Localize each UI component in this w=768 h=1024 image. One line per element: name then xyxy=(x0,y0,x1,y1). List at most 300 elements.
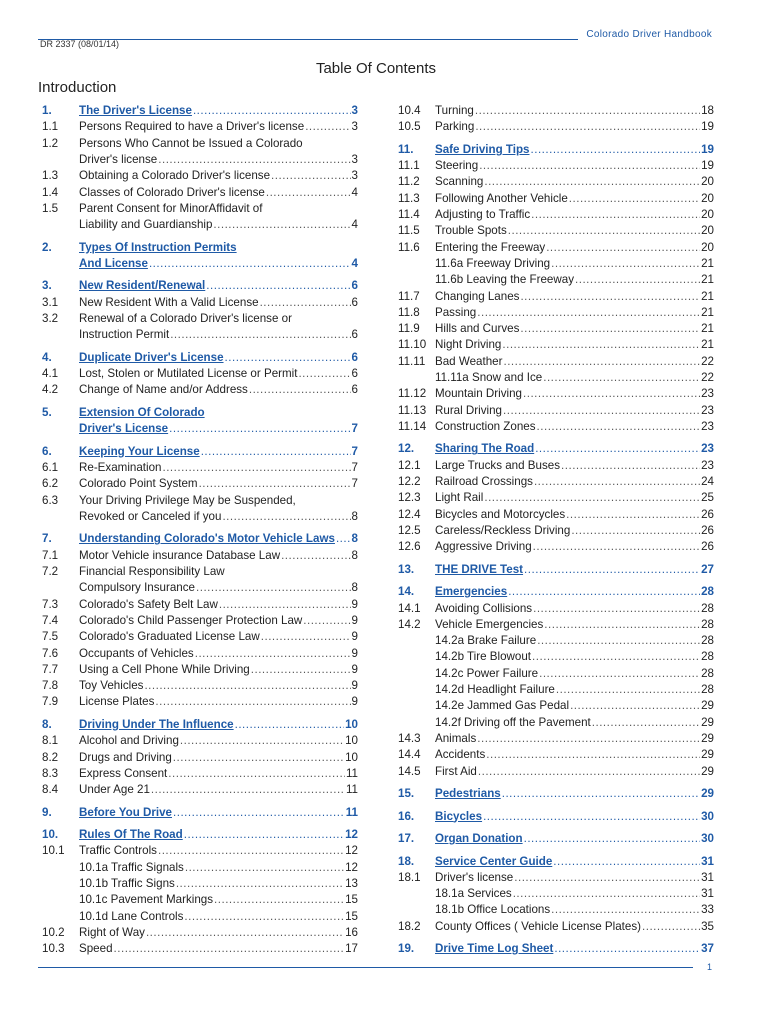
toc-entry[interactable] xyxy=(398,174,714,190)
toc-title: Scanning xyxy=(435,175,484,189)
toc-number: 11.3 xyxy=(398,191,420,205)
toc-page-number: 6 xyxy=(351,279,358,293)
toc-number: 14.3 xyxy=(398,731,421,745)
toc-title: Motor Vehicle insurance Database Law xyxy=(79,548,281,562)
toc-entry[interactable] xyxy=(42,136,358,152)
toc-subentry[interactable] xyxy=(42,152,358,168)
toc-number: 11.2 xyxy=(398,175,420,189)
toc-page-number: 35 xyxy=(701,919,714,933)
toc-number: 3.1 xyxy=(42,295,59,309)
toc-leader-dots xyxy=(195,646,351,662)
toc-number: 12.1 xyxy=(398,458,421,472)
toc-entry[interactable] xyxy=(42,925,358,941)
toc-page-number: 3 xyxy=(351,169,358,183)
toc-leader-dots xyxy=(261,629,351,645)
toc-title: First Aid xyxy=(435,764,477,778)
toc-leader-dots xyxy=(551,256,700,272)
toc-title: Revoked or Canceled if you xyxy=(79,509,222,523)
toc-entry[interactable] xyxy=(42,843,358,859)
toc-leader-dots xyxy=(524,562,700,578)
toc-leader-dots xyxy=(569,191,700,207)
toc-subentry[interactable] xyxy=(398,633,714,649)
toc-leader-dots xyxy=(532,649,700,665)
toc-title: Bicycles and Motorcycles xyxy=(435,507,566,521)
toc-leader-dots xyxy=(146,925,344,941)
toc-leader-dots xyxy=(114,941,345,957)
toc-subentry[interactable] xyxy=(42,327,358,343)
toc-subentry[interactable] xyxy=(42,876,358,892)
toc-title: Vehicle Emergencies xyxy=(435,617,544,631)
toc-leader-dots xyxy=(281,548,350,564)
toc-leader-dots xyxy=(475,103,700,119)
toc-chapter[interactable] xyxy=(42,421,358,437)
toc-title: Renewal of a Colorado Driver's license or xyxy=(79,312,292,325)
toc-chapter[interactable] xyxy=(398,831,714,847)
toc-entry[interactable] xyxy=(398,240,714,256)
toc-entry[interactable] xyxy=(42,766,358,782)
toc-title: Obtaining a Colorado Driver's license xyxy=(79,169,271,183)
toc-number: 18. xyxy=(398,854,415,868)
toc-page-number: 15 xyxy=(345,893,358,907)
toc-page-number: 23 xyxy=(701,419,714,433)
toc-page-number: 10 xyxy=(345,750,358,764)
toc-entry[interactable] xyxy=(42,750,358,766)
toc-title: Adjusting to Traffic xyxy=(435,208,531,221)
toc-leader-dots xyxy=(193,103,351,119)
toc-entry[interactable] xyxy=(398,403,714,419)
toc-leader-dots xyxy=(478,764,700,780)
toc-title: Driver's license xyxy=(435,870,514,884)
toc-entry[interactable] xyxy=(42,733,358,749)
toc-title: Colorado's Safety Belt Law xyxy=(79,597,218,611)
toc-entry[interactable] xyxy=(398,474,714,490)
toc-title: Changing Lanes xyxy=(435,289,520,303)
toc-chapter[interactable] xyxy=(398,584,714,600)
toc-number: 11.7 xyxy=(398,289,420,303)
toc-title: Service Center Guide xyxy=(435,854,553,868)
toc-page-number: 20 xyxy=(701,224,714,238)
toc-entry[interactable] xyxy=(42,646,358,662)
toc-title: Understanding Colorado's Motor Vehicle Laws xyxy=(79,532,335,546)
toc-leader-dots xyxy=(575,272,700,288)
toc-subentry[interactable] xyxy=(398,272,714,288)
toc-page-number: 29 xyxy=(701,731,714,745)
toc-number: 14.2 xyxy=(398,617,421,631)
toc-title: Accidents xyxy=(435,748,486,762)
toc-number: 7.1 xyxy=(42,548,59,562)
toc-leader-dots xyxy=(151,782,345,798)
toc-chapter[interactable] xyxy=(42,103,358,119)
toc-entry[interactable] xyxy=(42,782,358,798)
toc-entry[interactable] xyxy=(398,539,714,555)
toc-number: 17. xyxy=(398,832,415,845)
toc-number: 10.4 xyxy=(398,104,421,117)
toc-number: 4.2 xyxy=(42,383,59,397)
toc-leader-dots xyxy=(477,731,700,747)
toc-entry[interactable] xyxy=(42,694,358,710)
toc-entry[interactable] xyxy=(398,870,714,886)
toc-page-number: 9 xyxy=(351,662,358,676)
toc-page-number: 21 xyxy=(701,273,714,287)
toc-leader-dots xyxy=(539,666,700,682)
toc-page-number: 6 xyxy=(351,350,358,364)
toc-entry[interactable] xyxy=(42,201,358,217)
toc-leader-dots xyxy=(235,717,344,733)
toc-entry[interactable] xyxy=(398,321,714,337)
toc-page-number: 28 xyxy=(701,683,714,696)
toc-chapter[interactable] xyxy=(398,809,714,825)
toc-number: 12.3 xyxy=(398,491,421,505)
toc-entry[interactable] xyxy=(42,613,358,629)
toc-entry[interactable] xyxy=(42,382,358,398)
toc-leader-dots xyxy=(184,827,344,843)
toc-leader-dots xyxy=(168,766,345,782)
toc-leader-dots xyxy=(554,941,700,957)
toc-page-number: 6 xyxy=(351,328,358,342)
toc-number: 15. xyxy=(398,787,415,800)
toc-chapter[interactable] xyxy=(398,941,714,957)
toc-entry[interactable] xyxy=(398,601,714,617)
toc-page-number: 9 xyxy=(351,679,358,693)
toc-entry[interactable] xyxy=(42,476,358,492)
toc-chapter[interactable] xyxy=(398,142,714,158)
toc-number: 11.10 xyxy=(398,338,427,352)
toc-page-number: 6 xyxy=(351,383,358,397)
toc-entry[interactable] xyxy=(42,629,358,645)
toc-number: 9. xyxy=(42,805,52,819)
toc-number: 1.5 xyxy=(42,201,59,215)
toc-number: 7.3 xyxy=(42,597,59,611)
toc-chapter[interactable] xyxy=(42,827,358,843)
toc-entry[interactable] xyxy=(398,490,714,506)
toc-title: Toy Vehicles xyxy=(79,679,144,693)
toc-leader-dots xyxy=(546,240,700,256)
toc-leader-dots xyxy=(173,805,345,821)
toc-leader-dots xyxy=(537,419,701,435)
toc-entry[interactable] xyxy=(42,168,358,184)
toc-number: 10.1 xyxy=(42,844,65,858)
toc-subentry[interactable] xyxy=(398,649,714,665)
toc-title: Financial Responsibility Law xyxy=(79,565,225,578)
toc-leader-dots xyxy=(199,476,351,492)
toc-entry[interactable] xyxy=(42,662,358,678)
toc-number: 16. xyxy=(398,809,415,823)
toc-title: Instruction Permit xyxy=(79,328,170,342)
toc-leader-dots xyxy=(508,223,700,239)
toc-page-number: 28 xyxy=(701,601,714,615)
toc-number: 14.5 xyxy=(398,764,421,778)
toc-entry[interactable] xyxy=(398,207,714,223)
toc-entry[interactable] xyxy=(42,941,358,957)
section-introduction[interactable]: Introduction xyxy=(38,79,117,96)
toc-title: Light Rail xyxy=(435,491,484,505)
toc-page-number: 6 xyxy=(351,295,358,309)
toc-subentry[interactable] xyxy=(398,886,714,902)
toc-subentry[interactable] xyxy=(398,698,714,714)
toc-page-number: 10 xyxy=(345,734,358,748)
toc-title: Persons Required to have a Driver's license xyxy=(79,120,305,134)
toc-leader-dots xyxy=(260,295,351,311)
toc-subentry[interactable] xyxy=(42,909,358,925)
toc-subentry[interactable] xyxy=(42,217,358,233)
toc-title: 18.1b Office Locations xyxy=(435,903,551,917)
toc-entry[interactable] xyxy=(42,564,358,580)
toc-leader-dots xyxy=(502,337,700,353)
toc-number: 12.2 xyxy=(398,475,421,488)
toc-page-number: 10 xyxy=(345,717,358,731)
toc-chapter[interactable] xyxy=(42,531,358,547)
toc-title: Drive Time Log Sheet xyxy=(435,942,554,956)
toc-entry[interactable] xyxy=(398,191,714,207)
toc-leader-dots xyxy=(298,366,350,382)
toc-leader-dots xyxy=(222,509,350,525)
toc-title: Right of Way xyxy=(79,925,145,939)
toc-title: Driver's License xyxy=(79,422,169,436)
toc-entry[interactable] xyxy=(398,919,714,935)
toc-entry[interactable] xyxy=(42,119,358,135)
toc-leader-dots xyxy=(503,354,700,370)
toc-leader-dots xyxy=(162,460,350,476)
toc-title: Driving Under The Influence xyxy=(79,717,234,731)
toc-entry[interactable] xyxy=(42,678,358,694)
toc-page-number: 28 xyxy=(701,634,714,648)
toc-page-number: 20 xyxy=(701,191,714,205)
toc-chapter[interactable] xyxy=(398,441,714,457)
toc-leader-dots xyxy=(537,633,700,649)
toc-title: 11.6a Freeway Driving xyxy=(435,256,551,270)
toc-leader-dots xyxy=(514,870,700,886)
toc-entry[interactable] xyxy=(398,289,714,305)
toc-number: 11.4 xyxy=(398,208,420,221)
toc-subentry[interactable] xyxy=(398,902,714,918)
toc-page-number: 9 xyxy=(351,630,358,644)
toc-number: 18.1 xyxy=(398,870,421,884)
toc-leader-dots xyxy=(534,474,700,490)
toc-leader-dots xyxy=(520,289,700,305)
toc-entry[interactable] xyxy=(398,354,714,370)
toc-title: Lost, Stolen or Mutilated License or Permit xyxy=(79,367,298,381)
toc-leader-dots xyxy=(533,539,700,555)
toc-subentry[interactable] xyxy=(42,892,358,908)
toc-page-number: 21 xyxy=(701,305,714,319)
toc-subentry[interactable] xyxy=(398,715,714,731)
toc-leader-dots xyxy=(553,854,700,870)
toc-page-number: 12 xyxy=(345,860,358,874)
toc-leader-dots xyxy=(524,831,701,847)
toc-entry[interactable] xyxy=(398,386,714,402)
toc-page-number: 15 xyxy=(345,909,358,923)
toc-page-number: 23 xyxy=(701,458,714,472)
toc-title: 10.1c Pavement Markings xyxy=(79,893,214,907)
toc-leader-dots xyxy=(225,350,351,366)
toc-title: THE DRIVE Test xyxy=(435,562,524,576)
toc-leader-dots xyxy=(475,119,700,135)
toc-title: Before You Drive xyxy=(79,805,172,819)
toc-title: Bad Weather xyxy=(435,354,503,368)
toc-title: Under Age 21 xyxy=(79,783,150,797)
toc-title: Careless/Reckless Driving xyxy=(435,523,571,537)
toc-entry[interactable] xyxy=(42,493,358,509)
toc-number: 5. xyxy=(42,405,52,419)
toc-leader-dots xyxy=(483,809,700,825)
toc-subentry[interactable] xyxy=(398,682,714,698)
toc-title: Colorado Point System xyxy=(79,477,198,491)
toc-leader-dots xyxy=(170,327,350,343)
toc-leader-dots xyxy=(477,305,700,321)
toc-chapter[interactable] xyxy=(42,240,358,256)
toc-subentry[interactable] xyxy=(42,509,358,525)
toc-number: 8.4 xyxy=(42,783,59,797)
page-title: Table Of Contents xyxy=(315,60,437,77)
toc-number: 7.9 xyxy=(42,695,59,709)
toc-leader-dots xyxy=(642,919,700,935)
toc-number: 1.1 xyxy=(42,120,59,134)
toc-entry[interactable] xyxy=(398,337,714,353)
toc-page-number: 31 xyxy=(701,870,714,884)
toc-chapter[interactable] xyxy=(398,786,714,802)
toc-chapter[interactable] xyxy=(42,256,358,272)
toc-entry[interactable] xyxy=(398,764,714,780)
toc-entry[interactable] xyxy=(42,311,358,327)
toc-title: Your Driving Privilege May be Suspended, xyxy=(79,493,296,507)
toc-entry[interactable] xyxy=(398,617,714,633)
toc-page-number: 24 xyxy=(701,475,714,488)
toc-page-number: 9 xyxy=(351,646,358,660)
toc-title: Rules Of The Road xyxy=(79,828,183,842)
toc-entry[interactable] xyxy=(398,119,714,135)
toc-number: 4.1 xyxy=(42,367,59,381)
page-number: 1 xyxy=(706,962,712,972)
toc-page-number: 11 xyxy=(345,805,358,819)
toc-page-number: 8 xyxy=(351,581,358,595)
toc-page-number: 28 xyxy=(701,650,714,664)
toc-title: The Driver's License xyxy=(79,104,192,117)
toc-entry[interactable] xyxy=(398,731,714,747)
toc-chapter[interactable] xyxy=(398,562,714,578)
toc-page-number: 28 xyxy=(701,666,714,680)
toc-title: Colorado's Graduated License Law xyxy=(79,630,260,644)
toc-entry[interactable] xyxy=(398,747,714,763)
toc-number: 6. xyxy=(42,444,52,458)
toc-number: 3. xyxy=(42,279,52,293)
toc-subentry[interactable] xyxy=(398,666,714,682)
toc-page-number: 29 xyxy=(701,715,714,729)
toc-page-number: 31 xyxy=(701,854,714,868)
toc-page-number: 9 xyxy=(351,597,358,611)
toc-title: Construction Zones xyxy=(435,419,536,433)
toc-entry[interactable] xyxy=(398,523,714,539)
toc-subentry[interactable] xyxy=(42,860,358,876)
toc-number: 7.5 xyxy=(42,630,59,644)
toc-entry[interactable] xyxy=(398,305,714,321)
toc-leader-dots xyxy=(213,217,350,233)
toc-leader-dots xyxy=(561,458,700,474)
toc-entry[interactable] xyxy=(42,548,358,564)
toc-page-number: 21 xyxy=(701,256,714,270)
toc-title: 14.2e Jammed Gas Pedal xyxy=(435,699,570,713)
toc-chapter[interactable] xyxy=(42,350,358,366)
toc-page-number: 29 xyxy=(701,764,714,778)
toc-subentry[interactable] xyxy=(398,370,714,386)
toc-chapter[interactable] xyxy=(42,717,358,733)
toc-number: 12.4 xyxy=(398,507,421,521)
toc-entry[interactable] xyxy=(398,103,714,119)
toc-entry[interactable] xyxy=(42,366,358,382)
toc-chapter[interactable] xyxy=(398,854,714,870)
toc-title: Driver's license xyxy=(79,152,158,166)
toc-title: 14.2a Brake Failure xyxy=(435,634,537,648)
toc-page-number: 26 xyxy=(701,523,714,537)
toc-entry[interactable] xyxy=(42,295,358,311)
toc-chapter[interactable] xyxy=(42,805,358,821)
toc-title: Compulsory Insurance xyxy=(79,581,195,595)
toc-page-number: 23 xyxy=(701,387,714,401)
toc-number: 11.14 xyxy=(398,419,427,433)
toc-page-number: 30 xyxy=(701,832,714,845)
toc-title: Drugs and Driving xyxy=(79,750,172,764)
toc-leader-dots xyxy=(479,158,700,174)
toc-title: Steering xyxy=(435,159,479,173)
toc-number: 1. xyxy=(42,104,52,117)
toc-title: Entering the Freeway xyxy=(435,240,546,254)
toc-chapter[interactable] xyxy=(42,405,358,421)
toc-title: Parking xyxy=(435,120,475,134)
toc-title: Keeping Your License xyxy=(79,444,200,458)
toc-title: 10.1a Traffic Signals xyxy=(79,860,184,874)
toc-entry[interactable] xyxy=(42,185,358,201)
toc-title: Railroad Crossings xyxy=(435,475,533,488)
toc-title: 11.11a Snow and Ice xyxy=(435,371,543,384)
toc-number: 8. xyxy=(42,717,52,731)
toc-entry[interactable] xyxy=(398,419,714,435)
toc-page-number: 8 xyxy=(351,532,358,546)
toc-chapter[interactable] xyxy=(42,278,358,294)
toc-number: 11.11 xyxy=(398,354,426,368)
toc-title: Liability and Guardianship xyxy=(79,218,213,232)
toc-number: 7.7 xyxy=(42,662,59,676)
toc-title: Speed xyxy=(79,942,113,956)
toc-page-number: 19 xyxy=(701,159,714,173)
toc-entry[interactable] xyxy=(398,158,714,174)
toc-page-number: 4 xyxy=(351,185,358,199)
toc-title: Mountain Driving xyxy=(435,387,522,401)
toc-page-number: 26 xyxy=(701,540,714,554)
toc-page-number: 21 xyxy=(701,338,714,352)
toc-number: 11.8 xyxy=(398,305,420,319)
toc-title: 10.1b Traffic Signs xyxy=(79,877,175,890)
toc-page-number: 26 xyxy=(701,507,714,521)
toc-entry[interactable] xyxy=(42,597,358,613)
toc-number: 7.6 xyxy=(42,646,59,660)
toc-chapter[interactable] xyxy=(42,444,358,460)
toc-title: New Resident/Renewal xyxy=(79,279,206,293)
toc-entry[interactable] xyxy=(398,507,714,523)
toc-entry[interactable] xyxy=(398,458,714,474)
toc-subentry[interactable] xyxy=(42,580,358,596)
toc-subentry[interactable] xyxy=(398,256,714,272)
toc-page-number: 7 xyxy=(351,422,358,436)
toc-number: 10.5 xyxy=(398,120,421,134)
toc-number: 7.2 xyxy=(42,565,59,578)
toc-leader-dots xyxy=(266,185,351,201)
toc-title: Persons Who Cannot be Issued a Colorado xyxy=(79,136,303,150)
toc-entry[interactable] xyxy=(42,460,358,476)
toc-leader-dots xyxy=(544,617,700,633)
toc-leader-dots xyxy=(535,441,700,457)
toc-page-number: 19 xyxy=(701,142,714,156)
toc-entry[interactable] xyxy=(398,223,714,239)
toc-leader-dots xyxy=(176,876,344,892)
